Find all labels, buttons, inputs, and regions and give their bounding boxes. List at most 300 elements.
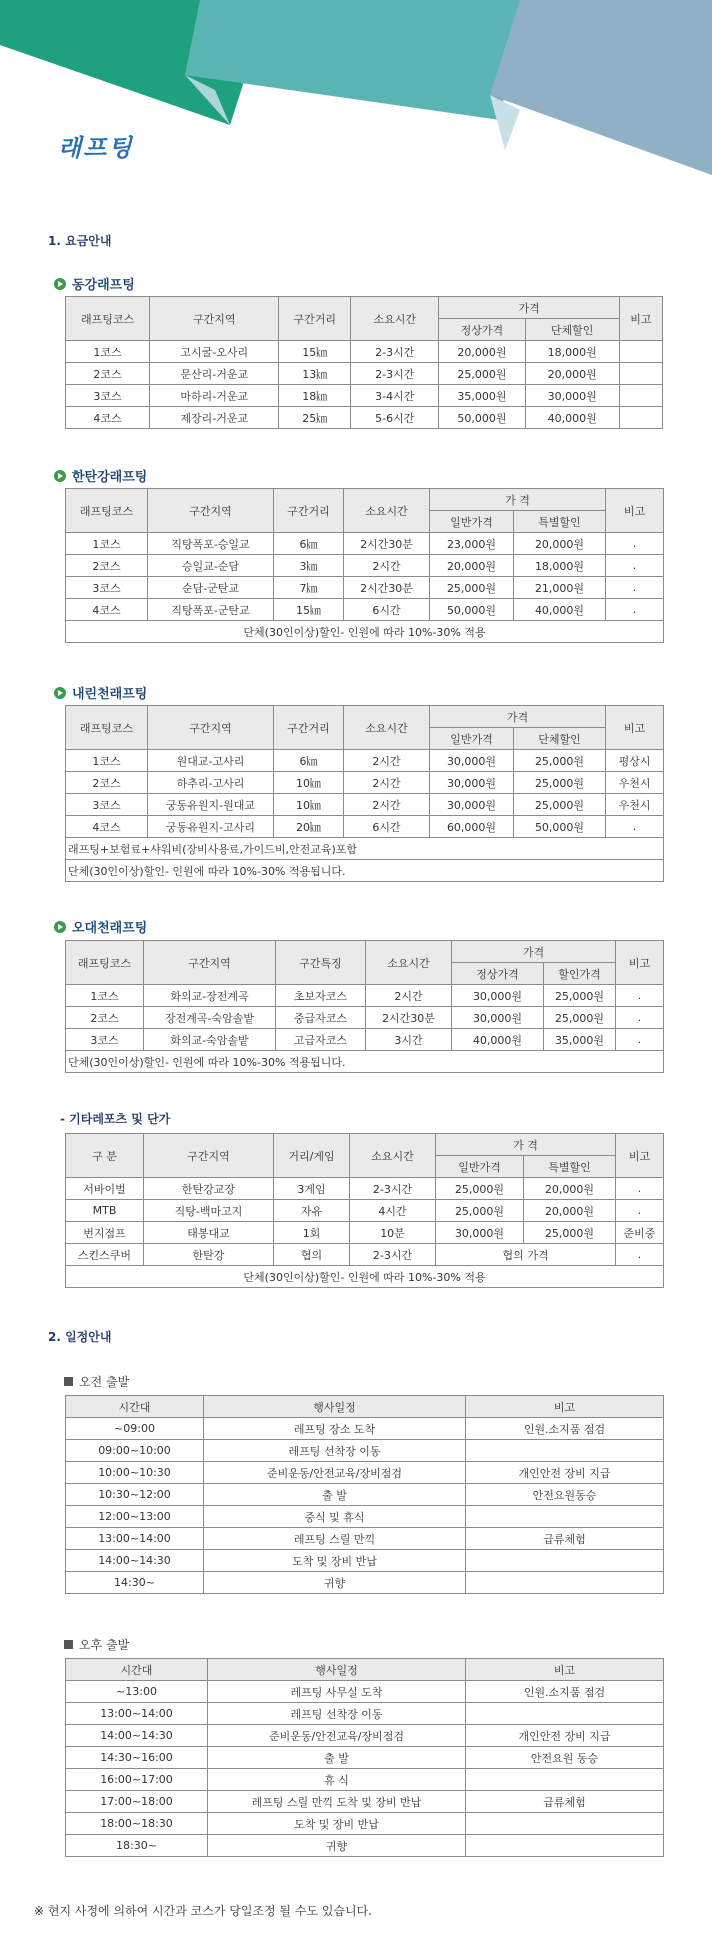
table-cell: . <box>616 1178 664 1200</box>
dong-title: 동강래프팅 <box>54 274 135 293</box>
table-header-cell: 비고 <box>466 1659 664 1681</box>
table-header-cell: 시간대 <box>66 1396 204 1418</box>
table-cell: 12:00~13:00 <box>66 1506 204 1528</box>
table-header-cell: 행사일정 <box>204 1396 466 1418</box>
pm-table <box>65 1658 664 1857</box>
table-cell: 3코스 <box>66 385 150 407</box>
table-header-row <box>66 489 664 511</box>
section-fee-title: 1. 요금안내 <box>48 234 112 248</box>
naerin-note1: 래프팅+보험료+샤워비(장비사용료,가이드비,안전교육)포함 <box>66 838 664 860</box>
table-cell: 자유 <box>274 1200 350 1222</box>
table-cell: 18㎞ <box>279 385 351 407</box>
table-row <box>66 985 664 1007</box>
table-cell: 25,000원 <box>514 750 606 772</box>
table-header-row <box>66 838 664 860</box>
etc-note: 단체(30인이상)할인- 인원에 따라 10%-30% 적용 <box>66 1266 664 1288</box>
table-cell: 30,000원 <box>430 772 514 794</box>
table-cell: 5-6시간 <box>351 407 439 429</box>
table-cell: 3코스 <box>66 577 148 599</box>
table-cell <box>466 1440 664 1462</box>
table-cell: 30,000원 <box>452 1007 544 1029</box>
table-header-cell: 래프팅코스 <box>66 941 144 985</box>
table-header-cell: 구간지역 <box>150 297 279 341</box>
table-header-cell: 비고 <box>466 1396 664 1418</box>
table-cell: 20,000원 <box>514 533 606 555</box>
table-cell: 레프팅 선착장 이동 <box>204 1440 466 1462</box>
table-cell: 도착 및 장비 반납 <box>208 1813 466 1835</box>
etc-table <box>65 1133 664 1288</box>
table-cell: 승일교-순담 <box>148 555 274 577</box>
table-cell: 13:00~14:00 <box>66 1703 208 1725</box>
table-header-cell: 특별할인 <box>524 1156 616 1178</box>
table-cell: 16:00~17:00 <box>66 1769 208 1791</box>
table-row <box>66 363 663 385</box>
table-cell: 중식 및 휴식 <box>204 1506 466 1528</box>
table-row <box>66 1572 664 1594</box>
dong-table <box>65 296 663 429</box>
table-cell: 50,000원 <box>430 599 514 621</box>
table-cell: 10:00~10:30 <box>66 1462 204 1484</box>
table-cell: ~13:00 <box>66 1681 208 1703</box>
table-cell <box>466 1703 664 1725</box>
table-cell: 3-4시간 <box>351 385 439 407</box>
table-header-cell: 구간특징 <box>276 941 366 985</box>
table-header-cell: 일반가격 <box>430 728 514 750</box>
hantan-note: 단체(30인이상)할인- 인원에 따라 10%-30% 적용 <box>66 621 664 643</box>
table-cell <box>466 1835 664 1857</box>
table-cell <box>619 385 662 407</box>
table-cell: 6시간 <box>344 816 430 838</box>
bullet-icon <box>54 921 66 933</box>
table-cell: 2-3시간 <box>351 363 439 385</box>
odae-title: 오대천래프팅 <box>54 917 147 936</box>
table-cell: 23,000원 <box>430 533 514 555</box>
table-header-cell: 소요시간 <box>344 706 430 750</box>
table-cell: 3시간 <box>366 1029 452 1051</box>
table-cell: 2시간 <box>344 794 430 816</box>
table-cell: 안전요원 동승 <box>466 1747 664 1769</box>
table-cell: 25,000원 <box>436 1178 524 1200</box>
table-cell: 09:00~10:00 <box>66 1440 204 1462</box>
pm-title: 오후 출발 <box>64 1636 129 1653</box>
table-cell: 21,000원 <box>514 577 606 599</box>
table-header-cell: 구간거리 <box>274 706 344 750</box>
bullet-icon <box>54 278 66 290</box>
table-cell: 20,000원 <box>524 1200 616 1222</box>
table-header-cell: 소요시간 <box>344 489 430 533</box>
table-cell: 30,000원 <box>430 750 514 772</box>
table-header-cell: 일반가격 <box>436 1156 524 1178</box>
table-header-cell: 가격 <box>452 941 616 963</box>
table-cell: 2시간30분 <box>344 533 430 555</box>
table-cell: 25,000원 <box>544 985 616 1007</box>
table-cell: 14:30~16:00 <box>66 1747 208 1769</box>
square-icon <box>64 1640 73 1649</box>
am-table <box>65 1395 664 1594</box>
table-cell: 20,000원 <box>525 363 619 385</box>
table-header-cell: 거리/게임 <box>274 1134 350 1178</box>
table-row <box>66 407 663 429</box>
table-header-cell: 일반가격 <box>430 511 514 533</box>
table-cell <box>466 1506 664 1528</box>
table-row <box>66 1178 664 1200</box>
table-header-cell: 구간거리 <box>274 489 344 533</box>
table-cell <box>619 341 662 363</box>
table-cell: 3코스 <box>66 794 148 816</box>
bullet-icon <box>54 470 66 482</box>
table-cell: 20,000원 <box>430 555 514 577</box>
table-cell: 2시간 <box>344 555 430 577</box>
table-cell: 3코스 <box>66 1029 144 1051</box>
table-header-cell: 구간지역 <box>148 706 274 750</box>
table-cell: 3㎞ <box>274 555 344 577</box>
table-cell: . <box>616 1244 664 1266</box>
table-cell: 60,000원 <box>430 816 514 838</box>
table-cell: 중급자코스 <box>276 1007 366 1029</box>
table-header-cell: 구간거리 <box>279 297 351 341</box>
table-row <box>66 1813 664 1835</box>
table-header-cell: 비고 <box>619 297 662 341</box>
table-header-cell: 소요시간 <box>366 941 452 985</box>
table-cell: 20㎞ <box>274 816 344 838</box>
table-cell <box>466 1813 664 1835</box>
table-cell: 레프팅 장소 도착 <box>204 1418 466 1440</box>
table-cell: 급류체험 <box>466 1791 664 1813</box>
table-header-cell: 가 격 <box>430 489 606 511</box>
footer-note: ※ 현지 사정에 의하여 시간과 코스가 당일조정 될 수도 있습니다. <box>34 1904 373 1918</box>
table-header-cell: 래프팅코스 <box>66 297 150 341</box>
table-cell: 2코스 <box>66 363 150 385</box>
table-cell: 레프팅 스릴 만끽 <box>204 1528 466 1550</box>
table-cell: 1코스 <box>66 533 148 555</box>
table-cell: 18:00~18:30 <box>66 1813 208 1835</box>
table-row <box>66 1200 664 1222</box>
table-cell: 레프팅 사무실 도착 <box>208 1681 466 1703</box>
table-cell: 하추리-고사리 <box>148 772 274 794</box>
table-cell: 25,000원 <box>514 772 606 794</box>
table-cell: 궁동유원지-원대교 <box>148 794 274 816</box>
table-cell: 25,000원 <box>524 1222 616 1244</box>
table-cell: 25㎞ <box>279 407 351 429</box>
table-header-cell: 가 격 <box>436 1134 616 1156</box>
table-cell: 2시간 <box>366 985 452 1007</box>
hantan-title: 한탄강래프팅 <box>54 466 147 485</box>
page-title: 래프팅 <box>58 134 134 162</box>
table-cell: 1회 <box>274 1222 350 1244</box>
table-cell: 10㎞ <box>274 772 344 794</box>
table-cell: 평상시 <box>606 750 664 772</box>
table-cell: 서바이벌 <box>66 1178 144 1200</box>
table-header-cell: 시간대 <box>66 1659 208 1681</box>
table-cell: 30,000원 <box>430 794 514 816</box>
table-cell: 4코스 <box>66 816 148 838</box>
table-cell: . <box>616 985 664 1007</box>
table-cell: 6㎞ <box>274 750 344 772</box>
table-cell: 급류체험 <box>466 1528 664 1550</box>
naerin-note2: 단체(30인이상)할인- 인원에 따라 10%-30% 적용됩니다. <box>66 860 664 882</box>
table-cell: 초보자코스 <box>276 985 366 1007</box>
table-cell: . <box>616 1029 664 1051</box>
table-cell: 14:30~ <box>66 1572 204 1594</box>
table-header-cell: 비고 <box>606 706 664 750</box>
table-cell: . <box>606 533 664 555</box>
table-row <box>66 533 664 555</box>
naerin-table <box>65 705 664 882</box>
table-cell: 25,000원 <box>514 794 606 816</box>
table-cell: 30,000원 <box>436 1222 524 1244</box>
table-cell: 한탄강 <box>144 1244 274 1266</box>
table-header-cell: 가격 <box>439 297 620 319</box>
table-cell: 2-3시간 <box>350 1178 436 1200</box>
table-cell: 출 발 <box>204 1484 466 1506</box>
table-cell: . <box>606 555 664 577</box>
table-cell: 35,000원 <box>544 1029 616 1051</box>
naerin-title: 내린천래프팅 <box>54 683 147 702</box>
table-cell: 화의교-장전계곡 <box>144 985 276 1007</box>
table-cell: 40,000원 <box>514 599 606 621</box>
odae-note: 단체(30인이상)할인- 인원에 따라 10%-30% 적용됩니다. <box>66 1051 664 1073</box>
table-cell: 20,000원 <box>439 341 525 363</box>
table-row <box>66 1484 664 1506</box>
table-row <box>66 1007 664 1029</box>
table-header-row <box>66 941 664 963</box>
table-cell <box>619 363 662 385</box>
table-row <box>66 772 664 794</box>
table-cell: 귀향 <box>204 1572 466 1594</box>
table-header-cell: 단체할인 <box>514 728 606 750</box>
table-row <box>66 1440 664 1462</box>
table-header-row <box>66 1266 664 1288</box>
table-cell: 우천시 <box>606 772 664 794</box>
table-cell: 18,000원 <box>514 555 606 577</box>
table-cell: . <box>606 577 664 599</box>
table-cell: 레프팅 스릴 만끽 도착 및 장비 반납 <box>208 1791 466 1813</box>
table-cell: MTB <box>66 1200 144 1222</box>
table-row <box>66 794 664 816</box>
table-cell: 1코스 <box>66 341 150 363</box>
table-cell: 13:00~14:00 <box>66 1528 204 1550</box>
table-row <box>66 577 664 599</box>
table-cell: 휴 식 <box>208 1769 466 1791</box>
table-cell: 준비운동/안전교육/장비점검 <box>208 1725 466 1747</box>
table-row <box>66 750 664 772</box>
table-cell: . <box>616 1200 664 1222</box>
table-cell: 40,000원 <box>525 407 619 429</box>
table-cell <box>466 1572 664 1594</box>
table-header-cell: 비고 <box>606 489 664 533</box>
table-cell: 제장리-거운교 <box>150 407 279 429</box>
table-cell: 2시간30분 <box>366 1007 452 1029</box>
table-cell: 3게임 <box>274 1178 350 1200</box>
table-header-cell: 구간지역 <box>144 1134 274 1178</box>
table-cell: 원대교-고사리 <box>148 750 274 772</box>
table-cell: 개인안전 장비 지급 <box>466 1725 664 1747</box>
table-header-cell: 할인가격 <box>544 963 616 985</box>
table-header-row <box>66 1051 664 1073</box>
table-row <box>66 1703 664 1725</box>
table-cell: 장전계곡-숙암솔밭 <box>144 1007 276 1029</box>
table-cell: 2시간30분 <box>344 577 430 599</box>
table-cell: 2시간 <box>344 772 430 794</box>
table-header-row <box>66 297 663 319</box>
table-cell: 20,000원 <box>524 1178 616 1200</box>
table-cell: 협의 가격 <box>436 1244 616 1266</box>
table-header-cell: 정상가격 <box>452 963 544 985</box>
table-cell: 18:30~ <box>66 1835 208 1857</box>
table-cell: 번지점프 <box>66 1222 144 1244</box>
hantan-table <box>65 488 664 643</box>
table-header-row <box>66 1659 664 1681</box>
table-cell: 6시간 <box>344 599 430 621</box>
table-header-row <box>66 860 664 882</box>
table-cell: 2코스 <box>66 555 148 577</box>
table-cell: 14:00~14:30 <box>66 1550 204 1572</box>
table-cell: 6㎞ <box>274 533 344 555</box>
table-cell: 50,000원 <box>514 816 606 838</box>
table-cell: 직탕-백마고지 <box>144 1200 274 1222</box>
table-cell: 협의 <box>274 1244 350 1266</box>
table-cell: 고시굴-오사리 <box>150 341 279 363</box>
table-cell: 2-3시간 <box>350 1244 436 1266</box>
table-cell: . <box>616 1007 664 1029</box>
square-icon <box>64 1377 73 1386</box>
table-cell <box>466 1550 664 1572</box>
table-cell: 30,000원 <box>525 385 619 407</box>
table-header-cell: 특별할인 <box>514 511 606 533</box>
table-cell: 17:00~18:00 <box>66 1791 208 1813</box>
table-row <box>66 1550 664 1572</box>
table-row <box>66 1528 664 1550</box>
table-row <box>66 1029 664 1051</box>
table-row <box>66 1244 664 1266</box>
table-header-row <box>66 706 664 728</box>
table-cell: 13㎞ <box>279 363 351 385</box>
table-row <box>66 1769 664 1791</box>
table-cell: 순담-군탄교 <box>148 577 274 599</box>
table-cell: 10:30~12:00 <box>66 1484 204 1506</box>
table-cell: 준비중 <box>616 1222 664 1244</box>
table-cell: 문산리-거운교 <box>150 363 279 385</box>
table-header-cell: 행사일정 <box>208 1659 466 1681</box>
table-cell: 18,000원 <box>525 341 619 363</box>
table-row <box>66 1791 664 1813</box>
table-row <box>66 816 664 838</box>
table-cell: 화의교-숙암솔밭 <box>144 1029 276 1051</box>
table-cell: 안전요원동승 <box>466 1484 664 1506</box>
table-cell: 2시간 <box>344 750 430 772</box>
bullet-icon <box>54 687 66 699</box>
table-cell: 직탕폭포-군탄교 <box>148 599 274 621</box>
table-cell: 50,000원 <box>439 407 525 429</box>
table-cell: 출 발 <box>208 1747 466 1769</box>
table-header-cell: 가격 <box>430 706 606 728</box>
table-row <box>66 341 663 363</box>
table-cell: 1코스 <box>66 985 144 1007</box>
table-header-cell: 소요시간 <box>350 1134 436 1178</box>
table-header-cell: 구 분 <box>66 1134 144 1178</box>
table-header-cell: 단체할인 <box>525 319 619 341</box>
table-cell: 40,000원 <box>452 1029 544 1051</box>
table-header-cell: 구간지역 <box>144 941 276 985</box>
table-cell: 2코스 <box>66 772 148 794</box>
table-cell: 태봉대교 <box>144 1222 274 1244</box>
odae-table <box>65 940 664 1073</box>
table-header-row <box>66 1134 664 1156</box>
table-cell: . <box>606 816 664 838</box>
table-cell: 15㎞ <box>274 599 344 621</box>
table-cell: 마하리-거운교 <box>150 385 279 407</box>
table-header-cell: 구간지역 <box>148 489 274 533</box>
table-cell: 25,000원 <box>439 363 525 385</box>
table-row <box>66 1222 664 1244</box>
table-cell: ~09:00 <box>66 1418 204 1440</box>
table-cell: 25,000원 <box>436 1200 524 1222</box>
table-cell <box>466 1769 664 1791</box>
table-cell: 35,000원 <box>439 385 525 407</box>
table-cell: 25,000원 <box>430 577 514 599</box>
table-cell: 10분 <box>350 1222 436 1244</box>
table-row <box>66 1462 664 1484</box>
table-cell: 25,000원 <box>544 1007 616 1029</box>
table-header-row <box>66 621 664 643</box>
table-cell: 개인안전 장비 지급 <box>466 1462 664 1484</box>
table-cell: . <box>606 599 664 621</box>
table-row <box>66 1681 664 1703</box>
table-cell: 인원.소지품 점검 <box>466 1681 664 1703</box>
table-cell: 인원.소지품 점검 <box>466 1418 664 1440</box>
table-cell: 4코스 <box>66 407 150 429</box>
table-cell: 한탄강교장 <box>144 1178 274 1200</box>
am-title: 오전 출발 <box>64 1373 129 1390</box>
table-row <box>66 555 664 577</box>
table-cell: 우천시 <box>606 794 664 816</box>
table-header-cell: 정상가격 <box>439 319 525 341</box>
table-cell: 4시간 <box>350 1200 436 1222</box>
table-cell: 2-3시간 <box>351 341 439 363</box>
table-row <box>66 385 663 407</box>
table-cell <box>619 407 662 429</box>
table-cell: 직탕폭포-승일교 <box>148 533 274 555</box>
table-header-cell: 래프팅코스 <box>66 706 148 750</box>
table-header-cell: 비고 <box>616 941 664 985</box>
table-cell: 10㎞ <box>274 794 344 816</box>
table-row <box>66 599 664 621</box>
table-cell: 7㎞ <box>274 577 344 599</box>
table-row <box>66 1418 664 1440</box>
table-cell: 스킨스쿠버 <box>66 1244 144 1266</box>
table-header-cell: 소요시간 <box>351 297 439 341</box>
section-schedule-title: 2. 일정안내 <box>48 1330 112 1344</box>
table-cell: 4코스 <box>66 599 148 621</box>
table-row <box>66 1725 664 1747</box>
table-header-row <box>66 1396 664 1418</box>
table-row <box>66 1835 664 1857</box>
table-cell: 14:00~14:30 <box>66 1725 208 1747</box>
table-row <box>66 1747 664 1769</box>
table-cell: 도착 및 장비 반납 <box>204 1550 466 1572</box>
table-cell: 고급자코스 <box>276 1029 366 1051</box>
table-cell: 30,000원 <box>452 985 544 1007</box>
etc-title: - 기타레포츠 및 단가 <box>60 1112 171 1126</box>
table-cell: 15㎞ <box>279 341 351 363</box>
table-cell: 준비운동/안전교육/장비점검 <box>204 1462 466 1484</box>
table-cell: 귀향 <box>208 1835 466 1857</box>
table-header-cell: 비고 <box>616 1134 664 1178</box>
table-cell: 궁동유원지-고사리 <box>148 816 274 838</box>
table-cell: 레프팅 선착장 이동 <box>208 1703 466 1725</box>
table-cell: 1코스 <box>66 750 148 772</box>
table-row <box>66 1506 664 1528</box>
